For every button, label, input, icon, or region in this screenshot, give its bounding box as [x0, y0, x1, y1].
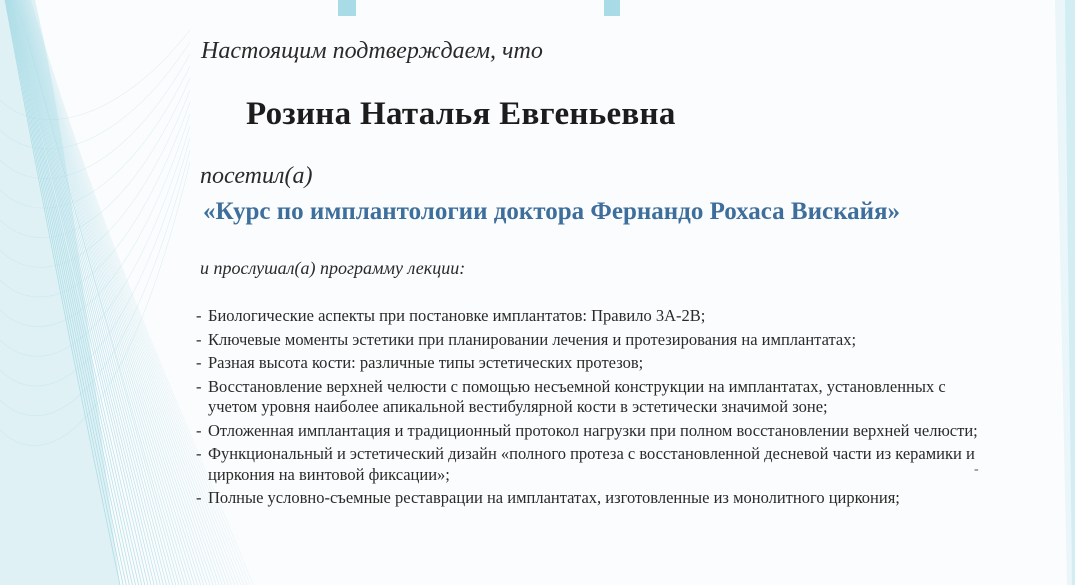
stray-dash-mark: -: [974, 462, 979, 477]
bullet-dash: -: [196, 329, 202, 349]
program-item-text: Отложенная имплантация и традиционный протокол нагрузки при полном восстановлении верхней челюсти;: [208, 420, 978, 440]
recipient-name: Розина Наталья Евгеньевна: [246, 96, 676, 132]
bullet-dash: -: [196, 420, 202, 440]
program-item: [196, 488, 996, 509]
bullet-dash: -: [196, 306, 202, 325]
program-item: [196, 421, 996, 442]
bullet-dash: -: [196, 376, 202, 396]
program-item-text: Восстановление верхней челюсти с помощью несъемной конструкции на имплантатах, установленных с учетом уровня наиболее апикальной вестибулярной кости в эстетически значимой зоне;: [208, 376, 946, 416]
program-item-text: Биологические аспекты при постановке имплантатов: Правило 3А-2В;: [208, 306, 706, 325]
bullet-dash: -: [196, 353, 202, 372]
bullet-dash: -: [196, 488, 202, 507]
program-item: [196, 306, 996, 327]
decorative-top-tab: [338, 0, 356, 16]
program-item: [196, 444, 996, 485]
program-item: [196, 353, 996, 374]
program-item-text: Ключевые моменты эстетики при планировании лечения и протезирования на имплантатах;: [208, 329, 857, 349]
attended-label: посетил(а): [200, 163, 313, 189]
program-item-text: Функциональный и эстетический дизайн «полного протеза с восстановленной десневой части из керамики и циркония на винтовой фиксации»;: [208, 444, 975, 484]
intro-text: Настоящим подтверждаем, что: [201, 38, 543, 64]
decorative-top-tab: [604, 0, 620, 16]
decorative-right-edge: [1045, 0, 1075, 585]
course-title: «Курс по имплантологии доктора Фернандо Рохаса Вискайя»: [203, 198, 901, 225]
program-list: [196, 306, 996, 512]
program-intro: и прослушал(а) программу лекции:: [200, 258, 466, 278]
program-item: [196, 330, 996, 351]
program-item-text: Разная высота кости: различные типы эстетических протезов;: [208, 353, 644, 372]
program-item: [196, 377, 996, 418]
program-item-text: Полные условно-съемные реставрации на имплантатах, изготовленные из монолитного циркония;: [208, 488, 900, 507]
bullet-dash: -: [196, 444, 202, 463]
